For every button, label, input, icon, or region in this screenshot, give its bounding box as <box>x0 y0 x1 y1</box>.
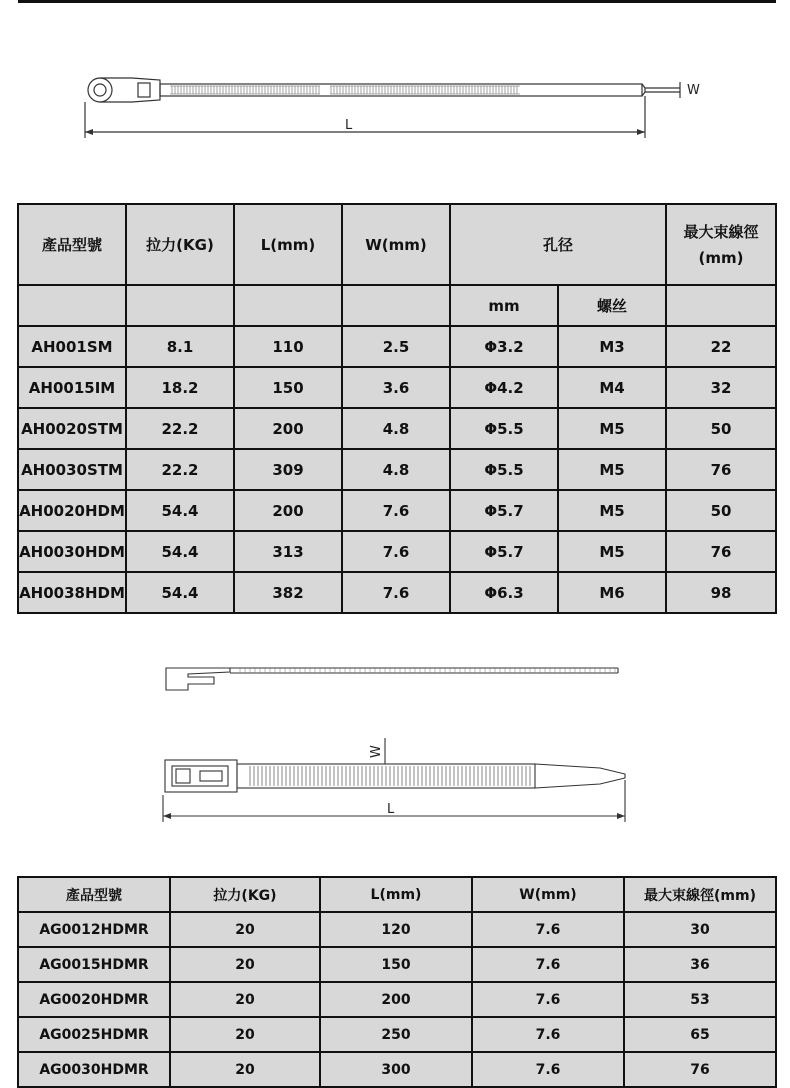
cell-length: 200 <box>234 490 342 531</box>
cell-model: AG0030HDMR <box>18 1052 170 1087</box>
cell-width: 7.6 <box>342 531 450 572</box>
cell-bundle-diameter: 53 <box>624 982 776 1017</box>
cable-tie-diagram-mount <box>0 60 790 145</box>
cell-width: 7.6 <box>472 982 624 1017</box>
l-dimension-label: L <box>387 802 395 817</box>
cell-hole-diameter: Φ5.5 <box>450 408 558 449</box>
cell-bundle-diameter: 36 <box>624 947 776 982</box>
cell-model: AH0038HDM <box>18 572 126 613</box>
subheader-empty <box>126 285 234 326</box>
cable-tie-diagram-releasable <box>0 650 790 830</box>
cell-screw-size: M6 <box>558 572 666 613</box>
table-row <box>18 326 776 367</box>
table-row <box>18 982 776 1017</box>
w-dimension-label: W <box>687 83 700 98</box>
cell-hole-diameter: Φ3.2 <box>450 326 558 367</box>
cell-hole-diameter: Φ5.7 <box>450 490 558 531</box>
cell-bundle-diameter: 50 <box>666 408 776 449</box>
header-width: W(mm) <box>342 204 450 285</box>
cell-bundle-diameter: 98 <box>666 572 776 613</box>
cell-length: 150 <box>320 947 472 982</box>
cell-hole-diameter: Φ6.3 <box>450 572 558 613</box>
table-row <box>18 531 776 572</box>
subheader-empty <box>342 285 450 326</box>
cell-model: AG0012HDMR <box>18 912 170 947</box>
table-header-row <box>18 877 776 912</box>
table-subheader-row <box>18 285 776 326</box>
l-dimension-label: L <box>345 118 353 133</box>
cell-screw-size: M3 <box>558 326 666 367</box>
table-row <box>18 490 776 531</box>
cell-screw-size: M5 <box>558 531 666 572</box>
top-rule <box>18 0 776 3</box>
cell-tension: 20 <box>170 1017 320 1052</box>
cell-hole-diameter: Φ5.5 <box>450 449 558 490</box>
spec-table-releasable <box>17 876 777 1088</box>
cell-bundle-diameter: 65 <box>624 1017 776 1052</box>
header-length: L(mm) <box>234 204 342 285</box>
cell-length: 150 <box>234 367 342 408</box>
cell-length: 382 <box>234 572 342 613</box>
table-row <box>18 1017 776 1052</box>
cell-tension: 22.2 <box>126 408 234 449</box>
cell-length: 313 <box>234 531 342 572</box>
cell-length: 300 <box>320 1052 472 1087</box>
subheader-empty <box>666 285 776 326</box>
cell-model: AH0015IM <box>18 367 126 408</box>
cell-tension: 20 <box>170 912 320 947</box>
spec-table-mount <box>17 203 777 614</box>
cell-width: 2.5 <box>342 326 450 367</box>
cell-model: AH0030HDM <box>18 531 126 572</box>
cell-model: AH0020HDM <box>18 490 126 531</box>
header-model: 產品型號 <box>18 204 126 285</box>
cell-tension: 54.4 <box>126 490 234 531</box>
header-hole: 孔径 <box>450 204 666 285</box>
cell-length: 250 <box>320 1017 472 1052</box>
cell-tension: 8.1 <box>126 326 234 367</box>
table-row <box>18 367 776 408</box>
cell-width: 7.6 <box>342 490 450 531</box>
cell-model: AH001SM <box>18 326 126 367</box>
table-row <box>18 449 776 490</box>
cell-length: 309 <box>234 449 342 490</box>
table-row <box>18 408 776 449</box>
header-tension: 拉力(KG) <box>126 204 234 285</box>
cell-model: AG0015HDMR <box>18 947 170 982</box>
cell-bundle-diameter: 76 <box>624 1052 776 1087</box>
subheader-hole-mm: mm <box>450 285 558 326</box>
cell-length: 110 <box>234 326 342 367</box>
cell-hole-diameter: Φ5.7 <box>450 531 558 572</box>
header-model: 產品型號 <box>18 877 170 912</box>
subheader-empty <box>234 285 342 326</box>
cell-hole-diameter: Φ4.2 <box>450 367 558 408</box>
table-row <box>18 1052 776 1087</box>
cell-tension: 20 <box>170 1052 320 1087</box>
table-header-row <box>18 204 776 285</box>
header-bundle-diameter: 最大束線徑 (mm) <box>666 204 776 285</box>
cell-tension: 20 <box>170 947 320 982</box>
cell-bundle-diameter: 22 <box>666 326 776 367</box>
cell-tension: 54.4 <box>126 531 234 572</box>
cell-tension: 18.2 <box>126 367 234 408</box>
cell-bundle-diameter: 76 <box>666 449 776 490</box>
cell-width: 7.6 <box>472 1052 624 1087</box>
table-row <box>18 572 776 613</box>
subheader-empty <box>18 285 126 326</box>
table-row <box>18 947 776 982</box>
cell-bundle-diameter: 76 <box>666 531 776 572</box>
table-row <box>18 912 776 947</box>
header-bundle-diameter: 最大束線徑(mm) <box>624 877 776 912</box>
cell-model: AG0025HDMR <box>18 1017 170 1052</box>
cell-bundle-diameter: 32 <box>666 367 776 408</box>
header-tension: 拉力(KG) <box>170 877 320 912</box>
cell-length: 200 <box>234 408 342 449</box>
cell-model: AG0020HDMR <box>18 982 170 1017</box>
cell-screw-size: M5 <box>558 408 666 449</box>
cell-bundle-diameter: 30 <box>624 912 776 947</box>
cell-screw-size: M5 <box>558 449 666 490</box>
cell-screw-size: M5 <box>558 490 666 531</box>
header-length: L(mm) <box>320 877 472 912</box>
cell-width: 7.6 <box>342 572 450 613</box>
cell-screw-size: M4 <box>558 367 666 408</box>
cell-tension: 20 <box>170 982 320 1017</box>
subheader-hole-screw: 螺丝 <box>558 285 666 326</box>
cell-width: 7.6 <box>472 947 624 982</box>
cell-model: AH0030STM <box>18 449 126 490</box>
cell-model: AH0020STM <box>18 408 126 449</box>
cell-length: 120 <box>320 912 472 947</box>
cell-width: 4.8 <box>342 449 450 490</box>
cell-length: 200 <box>320 982 472 1017</box>
header-width: W(mm) <box>472 877 624 912</box>
cell-bundle-diameter: 50 <box>666 490 776 531</box>
cell-width: 7.6 <box>472 1017 624 1052</box>
cell-width: 4.8 <box>342 408 450 449</box>
cell-tension: 54.4 <box>126 572 234 613</box>
cell-tension: 22.2 <box>126 449 234 490</box>
cell-width: 7.6 <box>472 912 624 947</box>
w-dimension-label: W <box>369 745 384 758</box>
cell-width: 3.6 <box>342 367 450 408</box>
